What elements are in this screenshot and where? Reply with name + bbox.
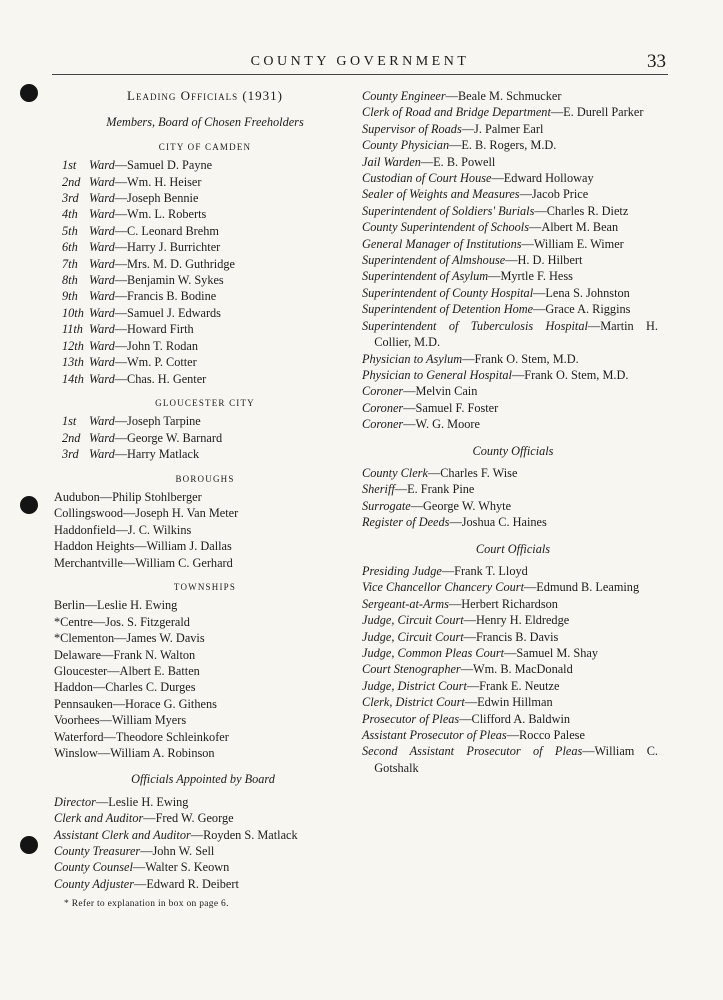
official-entry xyxy=(54,843,346,859)
gloucester-ward-list xyxy=(54,413,346,462)
ward-title: Ward xyxy=(89,273,115,288)
page-number: 33 xyxy=(647,51,666,72)
official-name: —Fred W. George xyxy=(143,811,234,826)
ward-ordinal: 1st xyxy=(62,414,77,429)
ward-entry xyxy=(54,371,346,387)
office-title: County Engineer xyxy=(362,89,446,103)
official-name: —Samuel M. Shay xyxy=(504,646,599,660)
official-name: —Joshua C. Haines xyxy=(449,515,547,530)
ward-ordinal: 13th xyxy=(62,355,84,370)
townships-list xyxy=(54,597,346,761)
official-entry xyxy=(362,367,658,383)
ward-ordinal: 8th xyxy=(62,273,78,288)
office-title: Judge, Circuit Court xyxy=(362,613,464,628)
ward-ordinal: 4th xyxy=(62,207,78,222)
official-name: —Edward R. Deibert xyxy=(134,876,239,891)
list-item: Haddon Heights—William J. Dallas xyxy=(54,539,232,554)
ward-title: Ward xyxy=(89,447,115,462)
office-title: County Superintendent of Schools xyxy=(362,220,530,235)
office-title: Sealer of Weights and Measures xyxy=(362,187,520,202)
office-title: Assistant Prosecutor of Pleas xyxy=(362,728,507,743)
official-name: —Charles R. Dietz xyxy=(534,203,629,218)
official-entry xyxy=(362,711,658,727)
official-name: —Charles F. Wise xyxy=(427,465,518,480)
ward-ordinal: 5th xyxy=(62,223,78,238)
list-item: Berlin—Leslie H. Ewing xyxy=(54,598,178,613)
list-item: Audubon—Philip Stohlberger xyxy=(54,489,202,504)
ward-member: —Benjamin W. Sykes xyxy=(114,273,224,288)
list-item: *Centre—Jos. S. Fitzgerald xyxy=(54,614,190,629)
ward-title: Ward xyxy=(89,223,115,238)
official-entry xyxy=(54,810,346,826)
office-title: Custodian of Court House xyxy=(362,171,492,186)
ward-ordinal: 12th xyxy=(62,338,84,353)
list-item: Haddon—Charles C. Durges xyxy=(54,680,196,695)
official-name: —Edwin Hillman xyxy=(464,695,553,710)
official-entry xyxy=(362,236,658,252)
ward-member: —Joseph Bennie xyxy=(114,191,199,206)
official-entry xyxy=(362,170,658,186)
camden-heading: CITY OF CAMDEN xyxy=(158,141,252,152)
ward-entry xyxy=(54,239,346,255)
official-name: —Rocco Palese xyxy=(506,728,585,743)
county-officials-list xyxy=(362,465,658,531)
official-entry xyxy=(362,351,658,367)
official-entry xyxy=(362,596,658,612)
official-entry xyxy=(362,514,658,530)
office-title: Register of Deeds xyxy=(362,515,450,530)
boroughs-list xyxy=(54,489,346,571)
official-entry xyxy=(362,579,658,595)
court-officials-heading: Court Officials xyxy=(475,541,551,556)
ward-entry xyxy=(54,256,346,272)
official-name: —Martin H. Collier, M.D. xyxy=(374,318,659,350)
ward-member: —Samuel J. Edwards xyxy=(114,305,221,320)
ward-title: Ward xyxy=(89,414,115,429)
official-name: —Wm. B. MacDonald xyxy=(460,662,573,677)
ward-title: Ward xyxy=(89,289,115,304)
office-title: Sheriff xyxy=(362,482,395,497)
official-entry xyxy=(54,794,346,810)
ward-entry xyxy=(54,354,346,370)
official-name: —E. B. Rogers, M.D. xyxy=(449,138,557,153)
official-name: —H. D. Hilbert xyxy=(505,253,583,268)
ward-title: Ward xyxy=(89,174,115,189)
official-name: —Beale M. Schmucker xyxy=(445,89,562,103)
official-entry xyxy=(362,498,658,514)
ward-member: —Wm. H. Heiser xyxy=(114,174,202,189)
list-item: Voorhees—William Myers xyxy=(54,713,187,728)
office-title: Superintendent of Detention Home xyxy=(362,302,534,317)
county-officials-heading: County Officials xyxy=(472,443,554,458)
office-title: County Treasurer xyxy=(54,844,141,859)
ward-entry xyxy=(54,174,346,190)
office-title: Superintendent of Asylum xyxy=(362,269,489,284)
office-title: Clerk, District Court xyxy=(362,695,465,710)
official-name: —Frank O. Stem, M.D. xyxy=(462,351,579,366)
gloucester-heading: GLOUCESTER CITY xyxy=(155,397,255,408)
office-title: Jail Warden xyxy=(362,154,421,169)
ward-title: Ward xyxy=(89,240,115,255)
office-title: County Counsel xyxy=(54,860,133,875)
ward-title: Ward xyxy=(89,338,115,353)
office-title: Vice Chancellor Chancery Court xyxy=(362,580,524,595)
official-name: —Albert M. Bean xyxy=(529,220,619,235)
townships-heading: TOWNSHIPS xyxy=(173,581,237,592)
official-name: —Melvin Cain xyxy=(403,384,478,399)
ward-title: Ward xyxy=(89,207,115,222)
official-entry xyxy=(362,318,659,351)
office-title: Supervisor of Roads xyxy=(362,121,462,136)
boroughs-heading: BOROUGHS xyxy=(175,473,235,484)
ward-member: —Howard Firth xyxy=(114,322,194,337)
official-entry xyxy=(362,219,658,235)
ward-member: —Harry Matlack xyxy=(114,447,200,462)
official-name: —Frank O. Stem, M.D. xyxy=(511,367,629,382)
official-entry xyxy=(362,727,658,743)
ward-title: Ward xyxy=(89,322,115,337)
ward-ordinal: 9th xyxy=(62,289,78,304)
office-title: Court Stenographer xyxy=(362,662,461,677)
binder-hole xyxy=(20,836,38,854)
ward-member: —Harry J. Burrichter xyxy=(114,240,221,255)
ward-entry xyxy=(54,338,346,354)
official-entry xyxy=(362,268,658,284)
office-title: Assistant Clerk and Auditor xyxy=(54,827,191,842)
office-title: County Physician xyxy=(362,138,450,153)
office-title: Superintendent of Tuberculosis Hospital xyxy=(362,318,588,333)
official-name: —Samuel F. Foster xyxy=(403,400,499,415)
appointed-list-continued xyxy=(362,88,658,433)
official-entry xyxy=(362,743,658,776)
office-title: Coroner xyxy=(362,384,404,399)
binder-hole xyxy=(20,496,38,514)
official-entry xyxy=(362,694,658,710)
list-item: *Clementon—James W. Davis xyxy=(54,631,205,646)
office-title: Superintendent of Soldiers' Burials xyxy=(362,203,535,218)
ward-ordinal: 10th xyxy=(62,305,84,320)
binder-hole xyxy=(20,84,38,102)
list-item: Haddonfield—J. C. Wilkins xyxy=(54,522,192,537)
ward-entry xyxy=(54,190,346,206)
ward-ordinal: 2nd xyxy=(62,174,81,189)
official-entry xyxy=(362,678,658,694)
office-title: County Clerk xyxy=(362,465,428,480)
official-entry xyxy=(362,88,658,104)
official-name: —Walter S. Keown xyxy=(132,860,230,875)
official-name: —Edmund B. Leaming xyxy=(524,580,640,595)
office-title: Coroner xyxy=(362,417,404,432)
ward-member: —Joseph Tarpine xyxy=(114,414,201,429)
ward-entry xyxy=(54,413,346,429)
ward-entry xyxy=(54,305,346,321)
official-entry xyxy=(362,416,658,432)
office-title: General Manager of Institutions xyxy=(362,236,522,251)
ward-ordinal: 11th xyxy=(62,322,83,337)
official-entry xyxy=(362,400,658,416)
official-name: —Royden S. Matlack xyxy=(190,827,298,842)
office-title: Presiding Judge xyxy=(362,563,442,578)
list-item: Winslow—William A. Robinson xyxy=(54,746,215,761)
official-entry xyxy=(362,383,658,399)
official-name: —Edward Holloway xyxy=(491,171,594,186)
official-name: —John W. Sell xyxy=(140,844,215,859)
ward-title: Ward xyxy=(89,371,115,386)
office-title: Director xyxy=(54,794,96,809)
office-title: Sergeant-at-Arms xyxy=(362,596,449,611)
ward-member: —Francis B. Bodine xyxy=(114,289,217,304)
official-entry xyxy=(362,203,658,219)
ward-member: —Samuel D. Payne xyxy=(114,158,213,173)
appointed-heading: Officials Appointed by Board xyxy=(131,772,275,787)
office-title: Physician to General Hospital xyxy=(362,367,512,382)
ward-member: —Wm. P. Cotter xyxy=(114,355,197,370)
official-entry xyxy=(54,876,346,892)
official-entry xyxy=(362,661,658,677)
official-name: —Frank T. Lloyd xyxy=(441,563,528,578)
office-title: Superintendent of Almshouse xyxy=(362,253,506,268)
official-entry xyxy=(362,186,658,202)
official-entry xyxy=(362,137,658,153)
page-header xyxy=(52,52,668,75)
running-head: COUNTY GOVERNMENT xyxy=(250,54,470,69)
official-entry xyxy=(362,645,658,661)
office-title: Judge, District Court xyxy=(362,678,467,693)
list-item: Collingswood—Joseph H. Van Meter xyxy=(54,506,239,521)
ward-title: Ward xyxy=(89,158,115,173)
official-name: —Frank E. Neutze xyxy=(466,678,560,693)
right-column xyxy=(362,88,658,776)
ward-member: —George W. Barnard xyxy=(114,430,223,445)
court-officials-list xyxy=(362,563,658,776)
office-title: Judge, Circuit Court xyxy=(362,629,464,644)
office-title: Judge, Common Pleas Court xyxy=(362,646,505,660)
official-name: —William E. Wimer xyxy=(521,236,624,251)
official-name: —E. Durell Parker xyxy=(550,105,644,120)
office-title: Clerk and Auditor xyxy=(54,811,144,826)
office-title: Surrogate xyxy=(362,498,411,513)
ward-entry xyxy=(54,430,346,446)
official-entry xyxy=(54,859,346,875)
office-title: Superintendent of County Hospital xyxy=(362,285,534,300)
official-entry xyxy=(362,481,658,497)
ward-ordinal: 1st xyxy=(62,158,77,173)
footnote: * Refer to explanation in box on page 6. xyxy=(64,899,229,910)
list-item: Waterford—Theodore Schleinkofer xyxy=(54,729,229,744)
official-name: —Francis B. Davis xyxy=(463,629,559,644)
ward-entry xyxy=(54,206,346,222)
official-name: —Grace A. Riggins xyxy=(533,302,631,317)
ward-entry xyxy=(54,272,346,288)
official-name: —J. Palmer Earl xyxy=(461,121,544,136)
ward-ordinal: 2nd xyxy=(62,430,81,445)
official-name: —Henry H. Eldredge xyxy=(463,613,570,628)
list-item: Delaware—Frank N. Walton xyxy=(54,647,196,662)
official-entry xyxy=(362,252,658,268)
office-title: Prosecutor of Pleas xyxy=(362,711,460,726)
ward-ordinal: 7th xyxy=(62,256,78,271)
official-name: —Leslie H. Ewing xyxy=(95,794,189,809)
official-name: —W. G. Moore xyxy=(403,417,480,432)
office-title: Physician to Asylum xyxy=(362,351,463,366)
ward-title: Ward xyxy=(89,355,115,370)
ward-entry xyxy=(54,157,346,173)
page-title: Leading Officials (1931) xyxy=(127,88,283,103)
official-name: —William C. Gotshalk xyxy=(374,744,658,775)
official-entry xyxy=(362,612,658,628)
ward-entry xyxy=(54,321,346,337)
ward-entry xyxy=(54,223,346,239)
office-title: Second Assistant Prosecutor of Pleas xyxy=(362,744,583,759)
ward-ordinal: 14th xyxy=(62,371,84,386)
official-name: —E. B. Powell xyxy=(420,154,496,169)
official-entry xyxy=(362,154,658,170)
ward-ordinal: 3rd xyxy=(62,191,79,206)
official-entry xyxy=(362,465,658,481)
official-entry xyxy=(54,827,346,843)
official-entry xyxy=(362,104,658,120)
ward-member: —Mrs. M. D. Guthridge xyxy=(114,256,235,271)
office-title: Clerk of Road and Bridge Department xyxy=(362,105,551,120)
ward-entry xyxy=(54,446,346,462)
left-column xyxy=(54,88,346,913)
ward-title: Ward xyxy=(89,256,115,271)
ward-member: —C. Leonard Brehm xyxy=(114,223,219,238)
official-name: —Lena S. Johnston xyxy=(533,285,630,300)
official-entry xyxy=(362,629,658,645)
ward-title: Ward xyxy=(89,430,115,445)
official-entry xyxy=(362,285,658,301)
list-item: Pennsauken—Horace G. Githens xyxy=(54,696,217,711)
official-name: —Myrtle F. Hess xyxy=(488,269,573,284)
ward-member: —Chas. H. Genter xyxy=(114,371,207,386)
official-entry xyxy=(362,563,658,579)
ward-title: Ward xyxy=(89,191,115,206)
freeholders-heading: Members, Board of Chosen Freeholders xyxy=(106,115,304,130)
official-name: —Herbert Richardson xyxy=(448,596,558,611)
office-title: Coroner xyxy=(362,400,404,415)
list-item: Gloucester—Albert E. Batten xyxy=(54,664,200,678)
camden-ward-list xyxy=(54,157,346,387)
ward-title: Ward xyxy=(89,305,115,320)
official-entry xyxy=(362,301,658,317)
ward-member: —John T. Rodan xyxy=(114,338,198,353)
office-title: County Adjuster xyxy=(54,876,135,891)
official-name: —Clifford A. Baldwin xyxy=(459,711,571,726)
official-name: —Jacob Price xyxy=(519,187,589,202)
official-entry xyxy=(362,121,658,137)
official-name: —George W. Whyte xyxy=(410,498,512,513)
official-name: —E. Frank Pine xyxy=(394,482,475,497)
appointed-list xyxy=(54,794,346,892)
ward-member: —Wm. L. Roberts xyxy=(114,207,207,222)
ward-ordinal: 6th xyxy=(62,240,78,255)
ward-ordinal: 3rd xyxy=(62,447,79,462)
ward-entry xyxy=(54,288,346,304)
list-item: Merchantville—William C. Gerhard xyxy=(54,555,233,570)
